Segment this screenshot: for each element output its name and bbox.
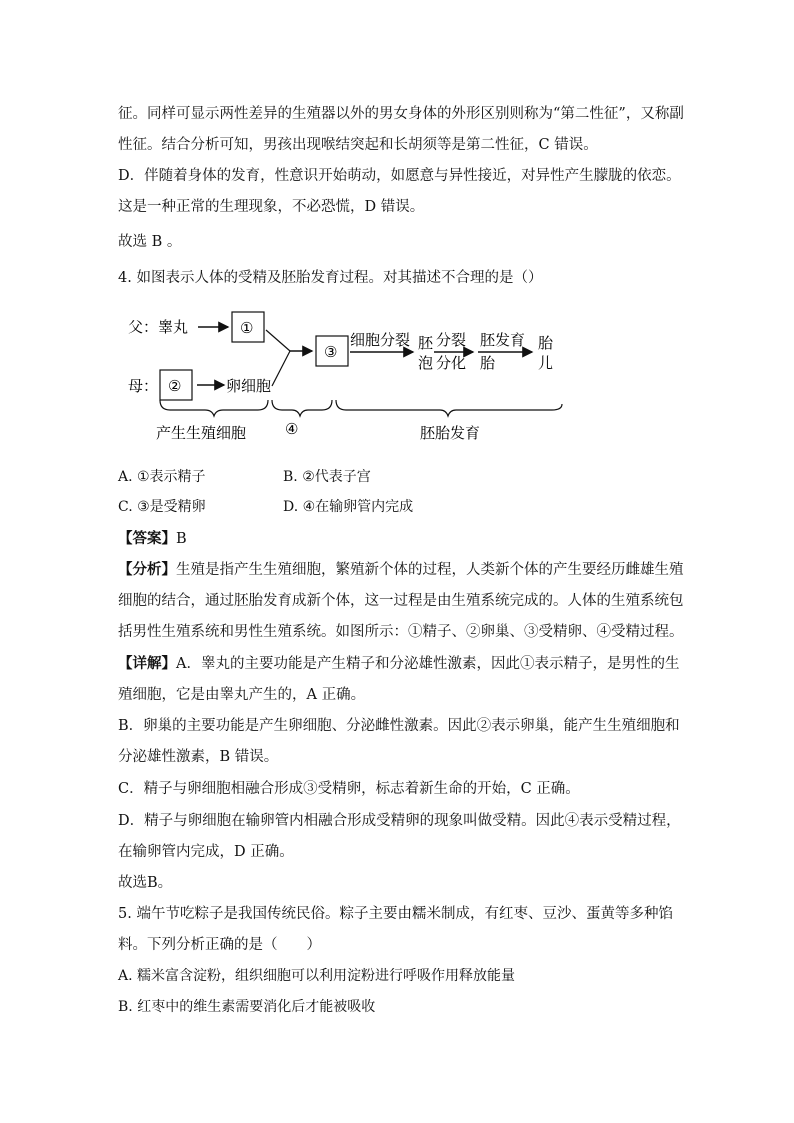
question-5-stem: 料。下列分析正确的是（ ） [118, 937, 321, 953]
answer-line [118, 529, 187, 549]
option-d: D. ④在输卵管内完成 [283, 499, 414, 515]
father-label: 父：睾丸 [128, 318, 189, 336]
analysis-text: 生殖是指产生生殖细胞，繁殖新个体的过程，人类新个体的产生要经历雌雄生殖 [176, 562, 684, 578]
detail-text: A．睾丸的主要功能是产生精子和分泌雄性激素，因此①表示精子，是男性的生 [176, 656, 680, 672]
blastocyst-char-2: 泡 [418, 354, 434, 372]
question-5-stem: 5. 端午节吃粽子是我国传统民俗。粽子主要由糯米制成，有红枣、豆沙、蛋黄等多种馅 [118, 906, 673, 922]
text-line: 分泌雄性激素，B 错误。 [118, 749, 279, 765]
brace-2 [272, 400, 332, 416]
text-line: 征。同样可显示两性差异的生殖器以外的男女身体的外形区别则称为“第二性征”，又称副 [118, 106, 684, 122]
detail-line [118, 654, 679, 674]
text-line: 殖细胞，它是由睾丸产生的，A 正确。 [118, 687, 366, 703]
egg-cell-label: 卵细胞 [226, 377, 272, 395]
text-line: 性征。结合分析可知，男孩出现喉结突起和长胡须等是第二性征，C 错误。 [118, 137, 598, 153]
split-label: 分裂 [436, 331, 467, 349]
question-4-stem: 4. 如图表示人体的受精及胚胎发育过程。对其描述不合理的是（） [118, 270, 543, 286]
brace-3-label: 胚胎发育 [420, 424, 481, 442]
brace-1 [160, 400, 268, 416]
analysis-tag: 【分析】 [118, 561, 176, 578]
cell-division-label: 细胞分裂 [350, 331, 411, 349]
text-line: 在输卵管内完成，D 正确。 [118, 844, 294, 860]
option-b: B. 红枣中的维生素需要消化后才能被吸收 [118, 999, 376, 1015]
box-1-label: ① [240, 319, 254, 337]
option-c: C. ③是受精卵 [118, 499, 206, 515]
box-2-label: ② [168, 377, 182, 395]
mother-label: 母： [128, 377, 159, 395]
fertilization-diagram [0, 300, 794, 450]
text-line: 故选 B 。 [118, 234, 182, 250]
text-line: B．卵巢的主要功能是产生卵细胞、分泌雌性激素。因此②表示卵巢，能产生生殖细胞和 [118, 718, 680, 734]
analysis-line [118, 560, 684, 580]
answer-value: B [176, 531, 187, 547]
brace-2-label: ④ [285, 420, 299, 438]
differentiation-label: 分化 [436, 354, 467, 372]
brace-3 [336, 400, 562, 416]
box-3-label: ③ [324, 343, 338, 361]
blastocyst-char-1: 胚 [418, 334, 434, 352]
option-a: A. ①表示精子 [118, 469, 206, 485]
fetus-char-3: 儿 [538, 354, 554, 372]
text-line: D．伴随着身体的发育，性意识开始萌动，如愿意与异性接近，对异性产生朦胧的依恋。 [118, 168, 681, 184]
detail-tag: 【详解】 [118, 655, 176, 672]
text-line: 括男性生殖系统和男性生殖系统。如图所示：①精子、②卵巢、③受精卵、④受精过程。 [118, 624, 684, 640]
text-line: C．精子与卵细胞相融合形成③受精卵，标志着新生命的开始，C 正确。 [118, 781, 580, 797]
answer-tag: 【答案】 [118, 530, 176, 547]
brace-1-label: 产生生殖细胞 [156, 424, 247, 442]
option-a: A. 糯米富含淀粉，组织细胞可以利用淀粉进行呼吸作用释放能量 [118, 968, 516, 984]
fetus-char-1: 胎 [480, 354, 496, 372]
text-line: 故选B。 [118, 875, 173, 891]
text-line: D．精子与卵细胞在输卵管内相融合形成受精卵的现象叫做受精。因此④表示受精过程， [118, 813, 681, 829]
embryo-develop-label: 胚发育 [480, 331, 526, 349]
fetus-char-2: 胎 [538, 334, 554, 352]
option-b: B. ②代表子宫 [283, 469, 371, 485]
text-line: 细胞的结合，通过胚胎发育成新个体，这一过程是由生殖系统完成的。人体的生殖系统包 [118, 593, 684, 609]
text-line: 这是一种正常的生理现象，不必恐慌，D 错误。 [118, 199, 425, 215]
